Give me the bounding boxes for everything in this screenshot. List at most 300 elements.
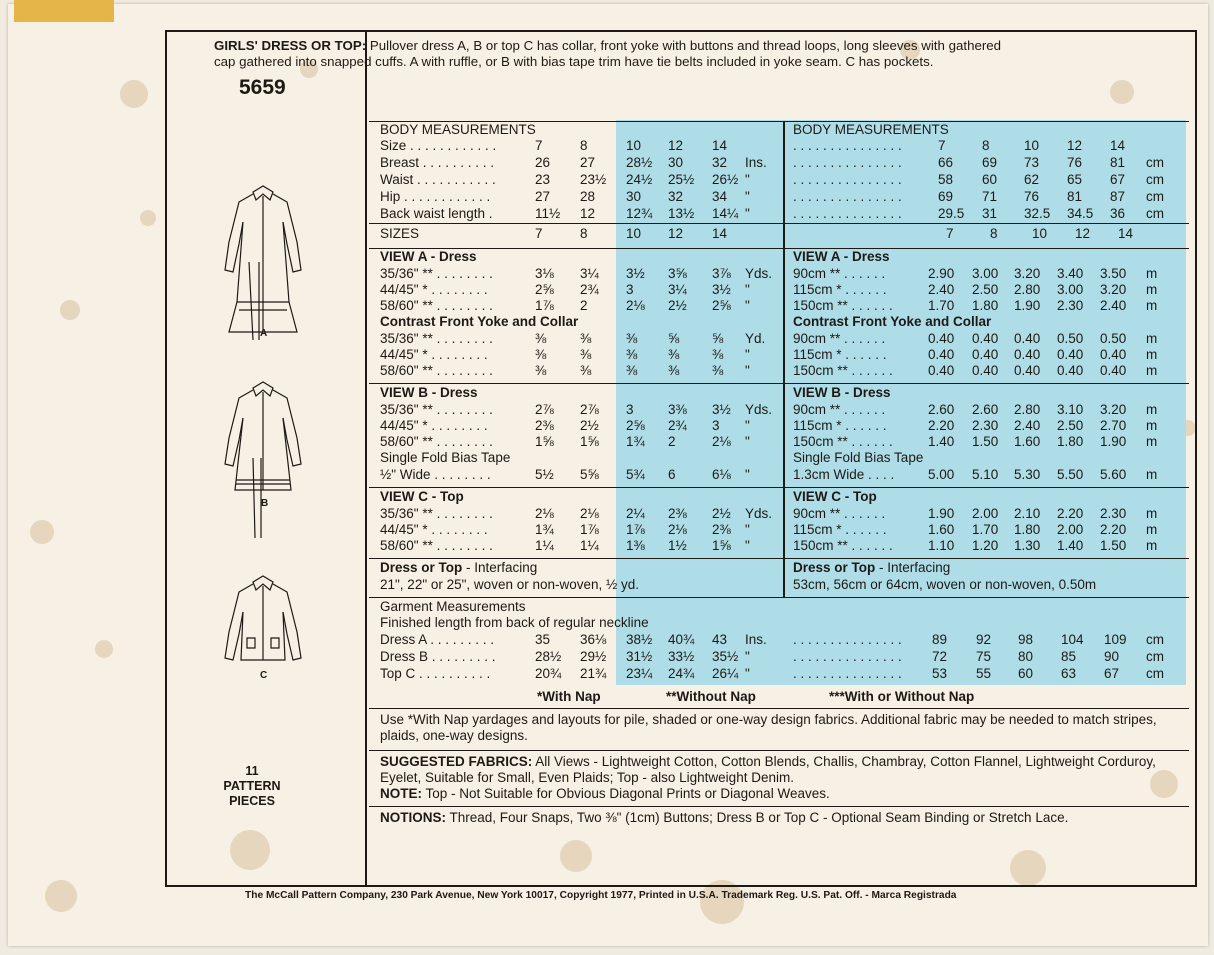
metric-yardage-value: 3.20 bbox=[1100, 282, 1127, 297]
body-value: 12¾ bbox=[626, 206, 653, 221]
metric-yardage-value: 3.00 bbox=[972, 266, 999, 281]
yardage-value: 2½ bbox=[580, 418, 599, 433]
metric-yardage-value: 1.40 bbox=[928, 434, 955, 449]
interfacing-text-metric: 53cm, 56cm or 64cm, woven or non-woven, 0.50m bbox=[793, 577, 1097, 592]
yardage-value: 2½ bbox=[712, 506, 731, 521]
metric-yardage-value: 1.10 bbox=[928, 538, 955, 553]
note bbox=[380, 786, 1175, 802]
metric-yardage-value: 1.30 bbox=[1014, 538, 1041, 553]
metric-yardage-label: 90cm ** . . . . . . bbox=[793, 331, 886, 346]
body-value: 11½ bbox=[535, 206, 561, 221]
interfacing-bold: Dress or Top bbox=[793, 560, 876, 575]
yardage-label: 35/36" ** . . . . . . . . bbox=[380, 506, 493, 521]
yardage-value: 3¼ bbox=[668, 282, 687, 297]
body-value: 32 bbox=[712, 155, 728, 170]
pieces-label: PATTERN PIECES bbox=[223, 779, 281, 808]
yardage-unit: Yd. bbox=[745, 331, 766, 346]
metric-body-value: 32.5 bbox=[1024, 206, 1051, 221]
garment-value: 29½ bbox=[580, 649, 607, 664]
body-value: 14¼ bbox=[712, 206, 739, 221]
yardage-value: ⅜ bbox=[580, 363, 592, 378]
yardage-value: ⅜ bbox=[535, 347, 547, 362]
block-title-metric: VIEW B - Dress bbox=[793, 385, 891, 400]
metric-yardage-value: 1.80 bbox=[972, 298, 999, 313]
metric-yardage-value: 1.90 bbox=[1100, 434, 1127, 449]
garment-unit: " bbox=[745, 666, 750, 681]
yardage-unit: " bbox=[745, 347, 750, 362]
metric-body-value: 36 bbox=[1110, 206, 1126, 221]
interfacing-title bbox=[380, 560, 537, 576]
metric-yardage-label: 1.3cm Wide . . . . bbox=[793, 467, 895, 482]
description-text: Pullover dress A, B or top C has collar, front yoke with buttons and thread loops, long sleeves with gathered cap gathered into snapped cuffs. A with ruffle, or B with bias tape trim have tie belts included in yoke seam. C has pockets. bbox=[214, 38, 1002, 69]
nap-legend-item: *With Nap bbox=[537, 689, 601, 704]
rule-suggested bbox=[369, 750, 1189, 751]
body-value: 32 bbox=[668, 189, 684, 204]
metric-body-value: 12 bbox=[1067, 138, 1083, 153]
stain-spot bbox=[140, 210, 156, 226]
metric-yardage-value: 2.70 bbox=[1100, 418, 1127, 433]
yardage-value: 1¼ bbox=[535, 538, 554, 553]
metric-garment-value: 67 bbox=[1104, 666, 1120, 681]
yardage-value: ⅝ bbox=[712, 331, 724, 346]
metric-yardage-label: 115cm * . . . . . . bbox=[793, 347, 887, 362]
garment-value: 33½ bbox=[668, 649, 695, 664]
garment-title: Garment Measurements bbox=[380, 599, 526, 614]
metric-yardage-unit: m bbox=[1146, 522, 1158, 537]
yardage-value: 1¼ bbox=[580, 538, 599, 553]
interfacing-rest: - Interfacing bbox=[875, 560, 951, 575]
yardage-value: 2¾ bbox=[580, 282, 599, 297]
size-imperial: 7 bbox=[535, 226, 543, 241]
metric-yardage-value: 2.10 bbox=[1014, 506, 1041, 521]
yardage-value: ⅜ bbox=[626, 347, 638, 362]
metric-yardage-value: 3.20 bbox=[1014, 266, 1041, 281]
body-row-label: Hip . . . . . . . . . . . . bbox=[380, 189, 491, 204]
body-value: 10 bbox=[626, 138, 642, 153]
metric-yardage-value: 2.60 bbox=[928, 402, 955, 417]
yardage-value: 1¾ bbox=[626, 434, 645, 449]
body-value: 30 bbox=[668, 155, 684, 170]
yardage-value: 1⅝ bbox=[580, 434, 599, 449]
yardage-unit: " bbox=[745, 434, 750, 449]
metric-yardage-unit: m bbox=[1146, 347, 1158, 362]
yardage-unit: " bbox=[745, 538, 750, 553]
garment-unit: " bbox=[745, 649, 750, 664]
garment-value: 35½ bbox=[712, 649, 739, 664]
metric-yardage-value: 1.70 bbox=[928, 298, 955, 313]
stain-spot bbox=[60, 300, 80, 320]
yardage-value: 1¾ bbox=[535, 522, 554, 537]
metric-yardage-value: 1.90 bbox=[928, 506, 955, 521]
body-value: 7 bbox=[535, 138, 543, 153]
rule-garment bbox=[369, 597, 1189, 598]
yardage-value: 2⅛ bbox=[668, 522, 687, 537]
metric-dots: . . . . . . . . . . . . . . . bbox=[793, 138, 902, 153]
metric-yardage-value: 3.50 bbox=[1100, 266, 1127, 281]
garment-value: 38½ bbox=[626, 632, 653, 647]
yardage-label: 58/60" ** . . . . . . . . bbox=[380, 298, 493, 313]
body-row-label: Waist . . . . . . . . . . . bbox=[380, 172, 496, 187]
metric-garment-value: 63 bbox=[1061, 666, 1077, 681]
yardage-value: 3⅝ bbox=[668, 266, 687, 281]
metric-yardage-value: 0.40 bbox=[928, 347, 955, 362]
metric-yardage-unit: m bbox=[1146, 434, 1158, 449]
yardage-value: ⅜ bbox=[535, 331, 547, 346]
block-title-metric: VIEW A - Dress bbox=[793, 249, 890, 264]
garment-row-label: Dress B . . . . . . . . . bbox=[380, 649, 496, 664]
stain-spot bbox=[30, 520, 54, 544]
metric-yardage-value: 2.50 bbox=[972, 282, 999, 297]
description bbox=[214, 38, 1014, 70]
metric-yardage-label: 115cm * . . . . . . bbox=[793, 522, 887, 537]
metric-yardage-value: 0.40 bbox=[1100, 363, 1127, 378]
nap-legend-item: **Without Nap bbox=[666, 689, 756, 704]
block-title-imperial: VIEW C - Top bbox=[380, 489, 464, 504]
metric-yardage-unit: m bbox=[1146, 506, 1158, 521]
note-title: NOTE: bbox=[380, 786, 422, 801]
yardage-value: 2⅞ bbox=[580, 402, 599, 417]
body-value: 25½ bbox=[668, 172, 695, 187]
block-title-metric: Single Fold Bias Tape bbox=[793, 450, 924, 465]
yardage-value: ⅜ bbox=[626, 331, 638, 346]
metric-yardage-value: 1.90 bbox=[1014, 298, 1041, 313]
metric-body-value: 7 bbox=[938, 138, 946, 153]
yardage-value: 2⅝ bbox=[712, 298, 731, 313]
stain-spot bbox=[120, 80, 148, 108]
metric-yardage-value: 5.60 bbox=[1100, 467, 1127, 482]
size-metric: 14 bbox=[1118, 226, 1134, 241]
metric-body-value: 87 bbox=[1110, 189, 1126, 204]
rule-view-c bbox=[369, 487, 1189, 488]
metric-body-value: 8 bbox=[982, 138, 990, 153]
metric-yardage-value: 1.80 bbox=[1014, 522, 1041, 537]
metric-dots: . . . . . . . . . . . . . . . bbox=[793, 172, 902, 187]
metric-body-value: 69 bbox=[938, 189, 954, 204]
sizes-label: SIZES bbox=[380, 226, 420, 241]
metric-yardage-value: 5.00 bbox=[928, 467, 955, 482]
yardage-value: 1⅞ bbox=[626, 522, 645, 537]
yardage-value: ⅜ bbox=[712, 363, 724, 378]
metric-body-value: 14 bbox=[1110, 138, 1126, 153]
metric-yardage-label: 150cm ** . . . . . . bbox=[793, 538, 893, 553]
metric-body-unit: cm bbox=[1146, 189, 1164, 204]
metric-yardage-value: 5.50 bbox=[1057, 467, 1084, 482]
note-text: Top - Not Suitable for Obvious Diagonal Prints or Diagonal Weaves. bbox=[425, 786, 830, 801]
metric-garment-value: 89 bbox=[932, 632, 948, 647]
body-row-label: Size . . . . . . . . . . . . bbox=[380, 138, 497, 153]
metric-body-value: 81 bbox=[1067, 189, 1083, 204]
garment-value: 28½ bbox=[535, 649, 562, 664]
yardage-label: ½" Wide . . . . . . . . bbox=[380, 467, 491, 482]
yardage-value: 2¾ bbox=[668, 418, 687, 433]
yardage-label: 44/45" * . . . . . . . . bbox=[380, 347, 488, 362]
yardage-value: 1⅜ bbox=[626, 538, 645, 553]
yardage-value: ⅜ bbox=[668, 347, 680, 362]
yardage-value: 1½ bbox=[668, 538, 687, 553]
description-title: GIRLS' DRESS OR TOP: bbox=[214, 38, 367, 53]
metric-yardage-label: 90cm ** . . . . . . bbox=[793, 266, 886, 281]
yardage-value: 2¼ bbox=[626, 506, 645, 521]
garment-value: 24¾ bbox=[668, 666, 695, 681]
metric-yardage-value: 0.40 bbox=[972, 347, 999, 362]
metric-garment-value: 104 bbox=[1061, 632, 1084, 647]
metric-body-value: 81 bbox=[1110, 155, 1126, 170]
suggested-text: All Views - Lightweight Cotton, Cotton Blends, Challis, Chambray, Cotton Flannel, Lightweight Corduroy, Eyelet, Suitable for Small, Even Plaids; Top - also Lightweight Denim. bbox=[380, 754, 1156, 785]
yardage-value: 3 bbox=[626, 402, 634, 417]
metric-yardage-value: 0.40 bbox=[1057, 347, 1084, 362]
metric-yardage-label: 150cm ** . . . . . . bbox=[793, 363, 893, 378]
yardage-label: 58/60" ** . . . . . . . . bbox=[380, 538, 493, 553]
body-value: 26½ bbox=[712, 172, 739, 187]
metric-garment-value: 60 bbox=[1018, 666, 1034, 681]
yardage-value: 3⅜ bbox=[668, 402, 687, 417]
metric-body-value: 76 bbox=[1024, 189, 1040, 204]
metric-yardage-value: 0.50 bbox=[1100, 331, 1127, 346]
rule-interfacing bbox=[369, 558, 1189, 559]
metric-yardage-value: 0.40 bbox=[1100, 347, 1127, 362]
body-value: 23 bbox=[535, 172, 551, 187]
block-title-metric: VIEW C - Top bbox=[793, 489, 877, 504]
left-column bbox=[167, 32, 367, 885]
metric-body-value: 10 bbox=[1024, 138, 1040, 153]
metric-yardage-unit: m bbox=[1146, 266, 1158, 281]
yardage-unit: Yds. bbox=[745, 402, 773, 417]
yardage-value: 5½ bbox=[535, 467, 554, 482]
yardage-label: 44/45" * . . . . . . . . bbox=[380, 418, 488, 433]
metric-yardage-unit: m bbox=[1146, 298, 1158, 313]
garment-value: 21¾ bbox=[580, 666, 607, 681]
metric-yardage-value: 2.20 bbox=[928, 418, 955, 433]
suggested-fabrics bbox=[380, 754, 1175, 786]
garment-value: 20¾ bbox=[535, 666, 562, 681]
yardage-value: 2 bbox=[668, 434, 676, 449]
metric-yardage-value: 2.60 bbox=[972, 402, 999, 417]
yardage-value: 3½ bbox=[712, 282, 731, 297]
metric-yardage-value: 2.00 bbox=[1057, 522, 1084, 537]
metric-garment-value: 53 bbox=[932, 666, 948, 681]
metric-yardage-value: 0.40 bbox=[1014, 363, 1041, 378]
nap-legend-item: ***With or Without Nap bbox=[829, 689, 975, 704]
yardage-unit: " bbox=[745, 298, 750, 313]
size-imperial: 14 bbox=[712, 226, 728, 241]
metric-body-value: 73 bbox=[1024, 155, 1040, 170]
yardage-unit: Yds. bbox=[745, 266, 773, 281]
metric-yardage-unit: m bbox=[1146, 282, 1158, 297]
metric-yardage-value: 1.40 bbox=[1057, 538, 1084, 553]
garment-row-label: Dress A . . . . . . . . . bbox=[380, 632, 495, 647]
garment-unit: Ins. bbox=[745, 632, 767, 647]
yardage-value: ⅜ bbox=[712, 347, 724, 362]
size-imperial: 8 bbox=[580, 226, 588, 241]
notions bbox=[380, 810, 1175, 826]
yardage-unit: " bbox=[745, 282, 750, 297]
view-c-letter: C bbox=[260, 670, 268, 681]
metric-yardage-value: 2.30 bbox=[1100, 506, 1127, 521]
yardage-value: 3½ bbox=[626, 266, 645, 281]
metric-dots: . . . . . . . . . . . . . . . bbox=[793, 649, 902, 664]
metric-body-value: 34.5 bbox=[1067, 206, 1094, 221]
body-value: 12 bbox=[580, 206, 596, 221]
yardage-value: ⅜ bbox=[535, 363, 547, 378]
yardage-value: 3⅛ bbox=[535, 266, 554, 281]
yardage-unit: " bbox=[745, 418, 750, 433]
size-metric: 8 bbox=[990, 226, 998, 241]
metric-body-value: 29.5 bbox=[938, 206, 965, 221]
metric-yardage-value: 2.40 bbox=[1100, 298, 1127, 313]
yardage-value: 1⅝ bbox=[535, 434, 554, 449]
body-row-label: Back waist length . bbox=[380, 206, 493, 221]
yardage-value: 3 bbox=[712, 418, 720, 433]
metric-body-value: 71 bbox=[982, 189, 998, 204]
body-unit: " bbox=[745, 206, 750, 221]
body-unit: Ins. bbox=[745, 155, 767, 170]
size-imperial: 12 bbox=[668, 226, 684, 241]
yardage-value: 6⅛ bbox=[712, 467, 731, 482]
yardage-label: 58/60" ** . . . . . . . . bbox=[380, 363, 493, 378]
metric-yardage-value: 0.40 bbox=[1057, 363, 1084, 378]
metric-yardage-value: 2.40 bbox=[1014, 418, 1041, 433]
body-unit: " bbox=[745, 172, 750, 187]
metric-yardage-value: 2.20 bbox=[1100, 522, 1127, 537]
body-value: 24½ bbox=[626, 172, 653, 187]
rule-sizes bbox=[369, 223, 1189, 224]
yardage-value: 5¾ bbox=[626, 467, 645, 482]
metric-yardage-unit: m bbox=[1146, 363, 1158, 378]
metric-dots: . . . . . . . . . . . . . . . bbox=[793, 189, 902, 204]
body-value: 14 bbox=[712, 138, 728, 153]
metric-yardage-value: 0.40 bbox=[928, 363, 955, 378]
suggested-title: SUGGESTED FABRICS: bbox=[380, 754, 533, 769]
yardage-value: 2⅜ bbox=[535, 418, 554, 433]
yardage-value: 3¼ bbox=[580, 266, 599, 281]
metric-yardage-label: 150cm ** . . . . . . bbox=[793, 434, 893, 449]
interfacing-title-metric bbox=[793, 560, 950, 576]
metric-garment-value: 85 bbox=[1061, 649, 1077, 664]
rule-view-a bbox=[369, 248, 1189, 249]
yardage-value: 2⅛ bbox=[626, 298, 645, 313]
column-divider bbox=[783, 121, 785, 597]
yardage-value: 3½ bbox=[712, 402, 731, 417]
view-a-letter: A bbox=[260, 328, 268, 339]
metric-garment-unit: cm bbox=[1146, 666, 1164, 681]
pattern-number: 5659 bbox=[239, 76, 286, 99]
metric-body-value: 31 bbox=[982, 206, 998, 221]
view-c-sketch bbox=[215, 572, 311, 672]
garment-value: 43 bbox=[712, 632, 728, 647]
metric-yardage-value: 5.10 bbox=[972, 467, 999, 482]
metric-yardage-value: 2.90 bbox=[928, 266, 955, 281]
body-value: 8 bbox=[580, 138, 588, 153]
metric-dots: . . . . . . . . . . . . . . . bbox=[793, 666, 902, 681]
garment-value: 40¾ bbox=[668, 632, 695, 647]
metric-yardage-value: 0.40 bbox=[972, 363, 999, 378]
body-value: 23½ bbox=[580, 172, 607, 187]
metric-body-value: 58 bbox=[938, 172, 954, 187]
view-b-sketch bbox=[215, 378, 311, 538]
metric-yardage-value: 3.00 bbox=[1057, 282, 1084, 297]
body-header-imperial: BODY MEASUREMENTS bbox=[380, 122, 536, 137]
size-metric: 10 bbox=[1032, 226, 1048, 241]
metric-yardage-label: 115cm * . . . . . . bbox=[793, 282, 887, 297]
metric-yardage-label: 150cm ** . . . . . . bbox=[793, 298, 893, 313]
body-value: 27 bbox=[535, 189, 551, 204]
yardage-value: 2⅛ bbox=[535, 506, 554, 521]
metric-yardage-value: 2.30 bbox=[972, 418, 999, 433]
yardage-value: 2⅞ bbox=[535, 402, 554, 417]
body-value: 28 bbox=[580, 189, 596, 204]
size-imperial: 10 bbox=[626, 226, 642, 241]
metric-dots: . . . . . . . . . . . . . . . bbox=[793, 155, 902, 170]
interfacing-rest: - Interfacing bbox=[462, 560, 538, 575]
metric-yardage-value: 2.80 bbox=[1014, 402, 1041, 417]
metric-garment-unit: cm bbox=[1146, 649, 1164, 664]
yardage-value: 1⅝ bbox=[712, 538, 731, 553]
yardage-value: 5⅝ bbox=[580, 467, 599, 482]
stain-spot bbox=[45, 880, 77, 912]
view-a-sketch bbox=[215, 182, 311, 342]
metric-yardage-value: 2.50 bbox=[1057, 418, 1084, 433]
metric-garment-value: 75 bbox=[976, 649, 992, 664]
body-value: 26 bbox=[535, 155, 551, 170]
yardage-label: 35/36" ** . . . . . . . . bbox=[380, 331, 493, 346]
body-value: 34 bbox=[712, 189, 728, 204]
yardage-value: ⅜ bbox=[580, 347, 592, 362]
yardage-value: 6 bbox=[668, 467, 676, 482]
yardage-label: 35/36" ** . . . . . . . . bbox=[380, 402, 493, 417]
yardage-label: 58/60" ** . . . . . . . . bbox=[380, 434, 493, 449]
metric-body-unit: cm bbox=[1146, 155, 1164, 170]
metric-yardage-value: 1.60 bbox=[928, 522, 955, 537]
metric-yardage-value: 1.50 bbox=[1100, 538, 1127, 553]
block-title-imperial: VIEW B - Dress bbox=[380, 385, 478, 400]
metric-body-value: 60 bbox=[982, 172, 998, 187]
metric-yardage-value: 1.60 bbox=[1014, 434, 1041, 449]
nap-note: Use *With Nap yardages and layouts for pile, shaded or one-way design fabrics. Additional fabric may be needed to match stripes, plaids, one-way designs. bbox=[380, 712, 1157, 743]
metric-yardage-unit: m bbox=[1146, 402, 1158, 417]
nap-note-block bbox=[380, 712, 1175, 744]
garment-value: 36⅛ bbox=[580, 632, 607, 647]
metric-yardage-value: 3.40 bbox=[1057, 266, 1084, 281]
metric-yardage-value: 3.10 bbox=[1057, 402, 1084, 417]
rule-nap bbox=[369, 708, 1189, 709]
metric-body-value: 66 bbox=[938, 155, 954, 170]
yardage-unit: " bbox=[745, 467, 750, 482]
tape-strip bbox=[14, 0, 114, 22]
metric-dots: . . . . . . . . . . . . . . . bbox=[793, 632, 902, 647]
metric-yardage-value: 2.80 bbox=[1014, 282, 1041, 297]
metric-yardage-unit: m bbox=[1146, 418, 1158, 433]
metric-garment-value: 72 bbox=[932, 649, 948, 664]
metric-garment-value: 80 bbox=[1018, 649, 1034, 664]
yardage-value: 1⅞ bbox=[580, 522, 599, 537]
metric-body-value: 69 bbox=[982, 155, 998, 170]
metric-yardage-unit: m bbox=[1146, 467, 1158, 482]
yardage-unit: Yds. bbox=[745, 506, 773, 521]
size-metric: 7 bbox=[946, 226, 954, 241]
body-header-metric: BODY MEASUREMENTS bbox=[793, 122, 949, 137]
metric-garment-value: 98 bbox=[1018, 632, 1034, 647]
metric-yardage-value: 0.40 bbox=[972, 331, 999, 346]
notions-text: Thread, Four Snaps, Two ⅜" (1cm) Buttons; Dress B or Top C - Optional Seam Binding or Stretch Lace. bbox=[449, 810, 1069, 825]
block-title-metric: Contrast Front Yoke and Collar bbox=[793, 314, 992, 329]
yardage-value: 2⅜ bbox=[712, 522, 731, 537]
yardage-value: 2½ bbox=[668, 298, 687, 313]
body-value: 12 bbox=[668, 138, 684, 153]
yardage-value: 2⅛ bbox=[712, 434, 731, 449]
metric-yardage-value: 2.00 bbox=[972, 506, 999, 521]
garment-value: 35 bbox=[535, 632, 551, 647]
yardage-value: 2⅝ bbox=[626, 418, 645, 433]
